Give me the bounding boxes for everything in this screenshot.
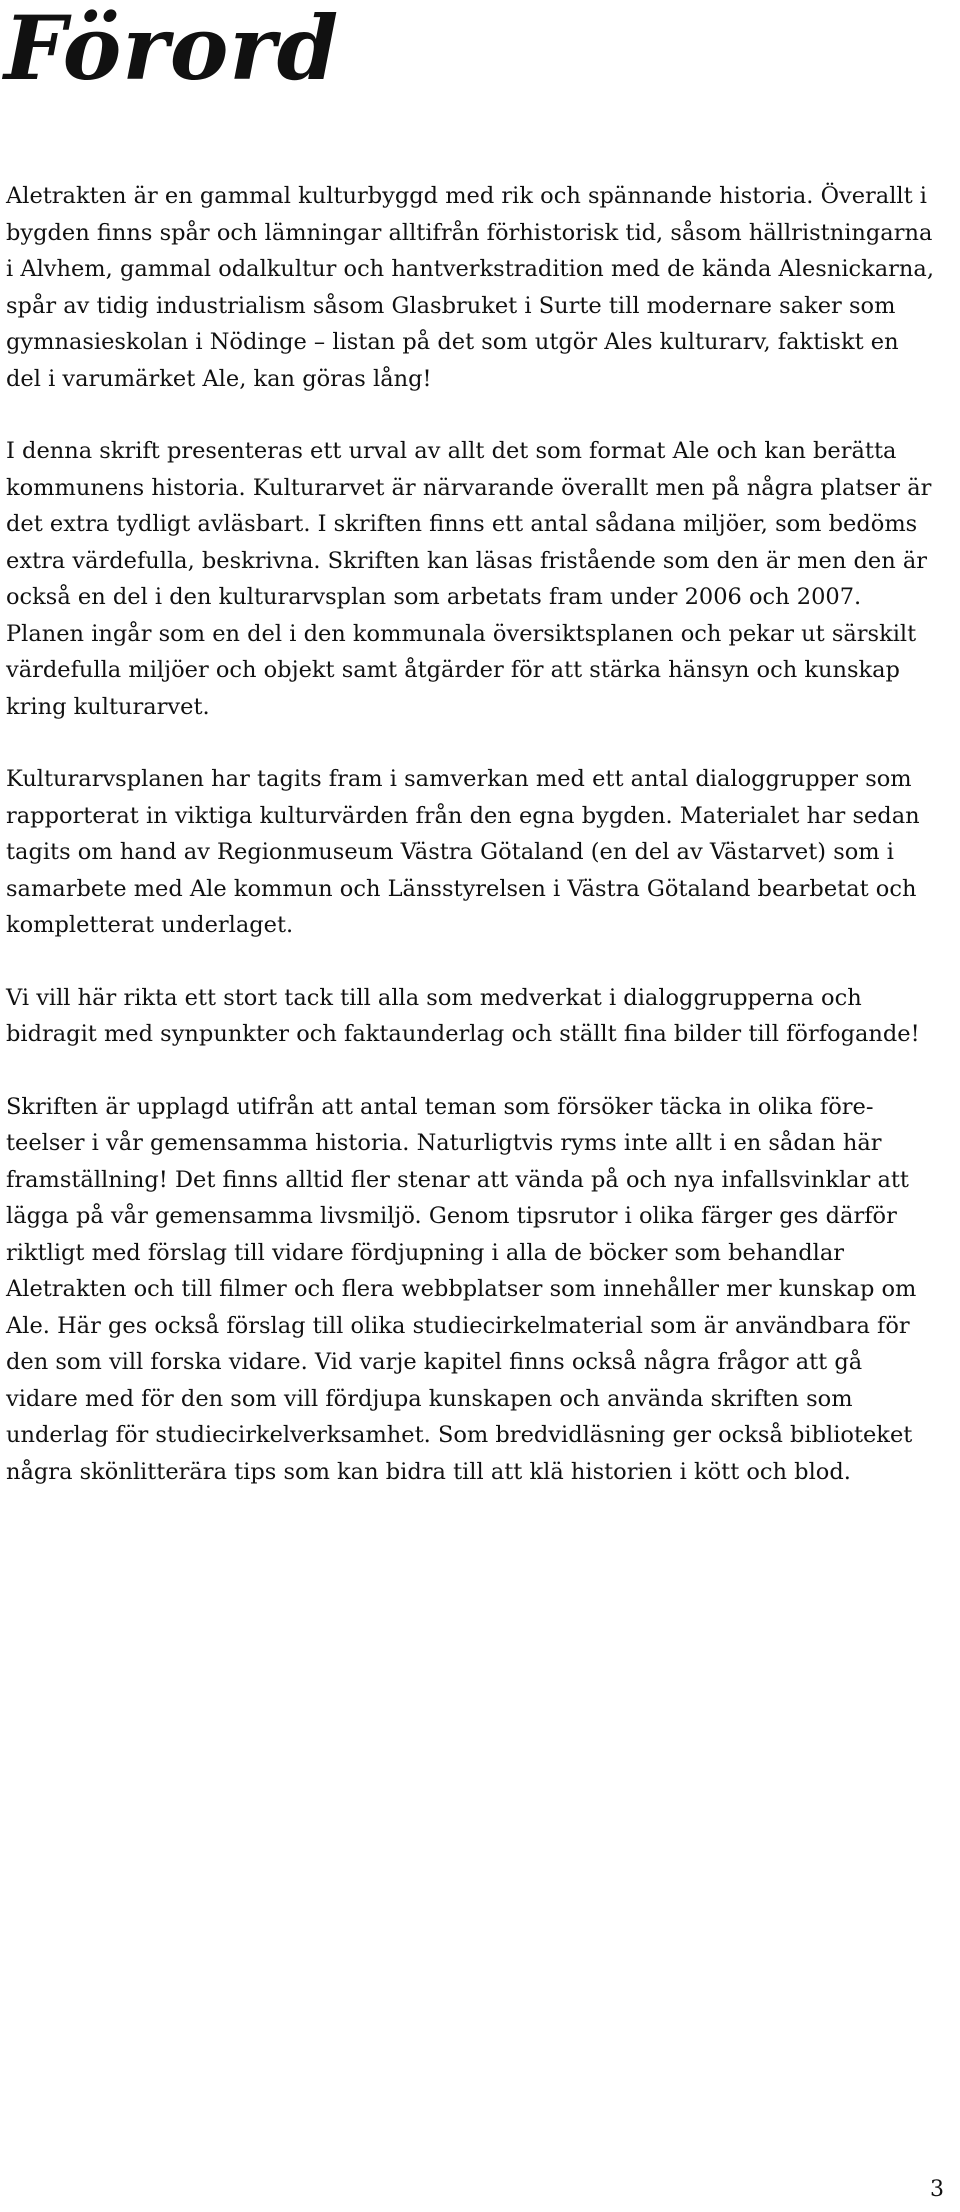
paragraph-publication: I denna skrift presenteras ett urval av allt det som format Ale och kan berätta kommunens historia. Kulturarvet är närvarande överallt men på några platser är det extra tydligt avläsbart. I skriften finns ett antal sådana miljöer, som bedöms extra värdefulla, beskrivna. Skriften kan läsas fristående som den är men den är också en del i den kulturarvsplan som arbetats fram under 2006 och 2007. Planen ingår som en del i den kommunala översiktsplanen och pekar ut särskilt värdefulla miljöer och objekt samt åtgärder för att stärka hänsyn och kunskap kring kulturarvet.: [6, 438, 932, 720]
paragraph-heritage-plan: Kulturarvsplanen har tagits fram i samverkan med ett antal dialoggrupper som rapporterat in viktiga kulturvärden från den egna bygden. Materialet har sedan tagits om hand av Regionmuseum Västra Götaland (en del av Västarvet) som i samarbete med Ale kommun och Länsstyrelsen i Västra Götaland bearbetat och kompletterat underlaget.: [6, 766, 920, 938]
paragraph-intro: Aletrakten är en gammal kulturbyggd med rik och spännande historia. Överallt i bygden finns spår och lämningar alltifrån förhistorisk tid, såsom hällristningarna i Alvhem, gammal odalkultur och hantverkstradition med de kända Alesnickarna, spår av tidig industrialism såsom Glasbruket i Surte till modernare saker som gymnasieskolan i Nödinge – listan på det som utgör Ales kulturarv, faktiskt en del i varumärket Ale, kan göras lång!: [6, 183, 934, 392]
page-title: Förord: [4, 0, 340, 100]
paragraph-structure: Skriften är upplagd utifrån att antal teman som försöker täcka in olika företeelser i vår gemensamma historia. Naturligtvis ryms inte allt i en sådan här framställning! Det finns alltid fler stenar att vända på och nya infallsvinklar att lägga på vår gemensamma livsmiljö. Genom tipsrutor i olika färger ges därför riktligt med förslag till vidare fördjupning i alla de böcker som behandlar Aletrakten och till filmer och flera webbplatser som innehåller mer kunskap om Ale. Här ges också förslag till olika studiecirkelmaterial som är användbara för den som vill forska vidare. Vid varje kapitel finns också några frågor att gå vidare med för den som vill fördjupa kunskapen och använda skriften som underlag för studiecirkelverksamhet. Som bredvidläsning ger också biblioteket några skönlitterära tips som kan bidra till att klä historien i kött och blod.: [6, 1093, 917, 1485]
page-number: 3: [930, 2177, 944, 2202]
paragraph-thanks: Vi vill här rikta ett stort tack till alla som medverkat i dialoggrupperna och bidragit med synpunkter och faktaunderlag och ställt fina bilder till förfogande!: [6, 984, 920, 1047]
body-text: [6, 178, 940, 1526]
